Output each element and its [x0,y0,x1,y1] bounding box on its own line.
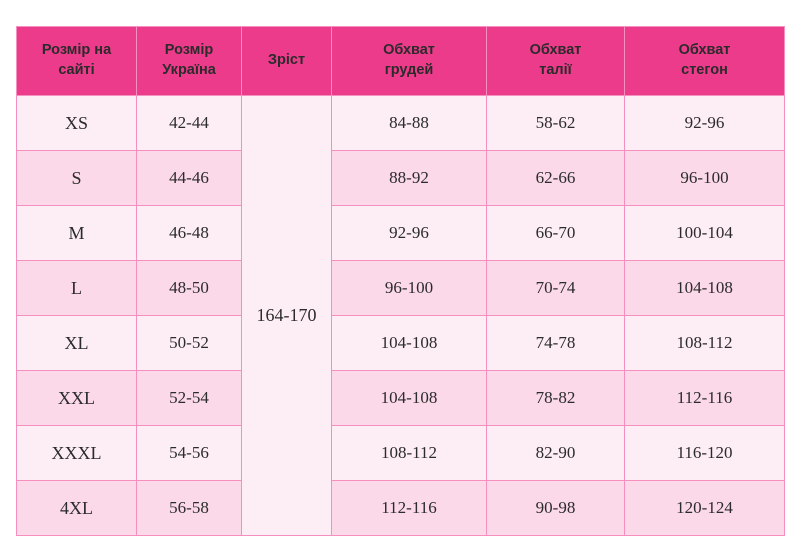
header-line: Україна [162,62,216,78]
column-header-waist [487,27,625,96]
cell-bust: 108-112 [332,426,487,481]
cell-bust: 88-92 [332,151,487,206]
table-row [17,481,785,536]
table-row [17,371,785,426]
header-line: Обхват [529,42,582,59]
cell-site-size: XS [17,96,137,151]
cell-ua-size: 42-44 [137,96,242,151]
table-row [17,261,785,316]
table-row [17,206,785,261]
cell-hips: 116-120 [625,426,785,481]
table-row [17,426,785,481]
cell-hips: 96-100 [625,151,785,206]
header-line: Обхват [678,42,731,59]
cell-waist: 70-74 [487,261,625,316]
cell-bust: 104-108 [332,371,487,426]
table-row [17,96,785,151]
header-line: Розмір [164,42,214,59]
header-line: Обхват [383,42,435,59]
header-line: грудей [384,62,434,78]
cell-hips: 112-116 [625,371,785,426]
cell-bust: 96-100 [332,261,487,316]
column-header-hips [625,27,785,96]
cell-height: 164-170 [242,96,332,536]
cell-hips: 108-112 [625,316,785,371]
cell-bust: 92-96 [332,206,487,261]
cell-bust: 84-88 [332,96,487,151]
header-line: Зріст [267,52,306,69]
table-header [17,27,785,96]
cell-waist: 82-90 [487,426,625,481]
cell-waist: 78-82 [487,371,625,426]
cell-site-size: XL [17,316,137,371]
cell-site-size: M [17,206,137,261]
column-header-height [242,27,332,96]
cell-waist: 62-66 [487,151,625,206]
cell-site-size: XXXL [17,426,137,481]
cell-ua-size: 48-50 [137,261,242,316]
table-row [17,151,785,206]
column-header-ua-size [137,27,242,96]
cell-site-size: L [17,261,137,316]
cell-waist: 90-98 [487,481,625,536]
cell-waist: 74-78 [487,316,625,371]
cell-hips: 104-108 [625,261,785,316]
cell-waist: 58-62 [487,96,625,151]
cell-ua-size: 52-54 [137,371,242,426]
header-line: сайті [58,62,95,78]
cell-waist: 66-70 [487,206,625,261]
cell-ua-size: 44-46 [137,151,242,206]
cell-hips: 92-96 [625,96,785,151]
header-line: стегон [681,62,728,78]
cell-site-size: XXL [17,371,137,426]
column-header-site-size [17,27,137,96]
cell-site-size: S [17,151,137,206]
cell-ua-size: 50-52 [137,316,242,371]
cell-ua-size: 46-48 [137,206,242,261]
cell-ua-size: 56-58 [137,481,242,536]
header-line: Розмір на [41,42,112,59]
table-body [17,96,785,536]
header-row [17,27,785,96]
cell-site-size: 4XL [17,481,137,536]
cell-bust: 112-116 [332,481,487,536]
header-line: талії [539,62,572,78]
cell-hips: 120-124 [625,481,785,536]
size-chart-table [16,26,785,536]
column-header-bust [332,27,487,96]
cell-bust: 104-108 [332,316,487,371]
table-row [17,316,785,371]
cell-hips: 100-104 [625,206,785,261]
cell-ua-size: 54-56 [137,426,242,481]
